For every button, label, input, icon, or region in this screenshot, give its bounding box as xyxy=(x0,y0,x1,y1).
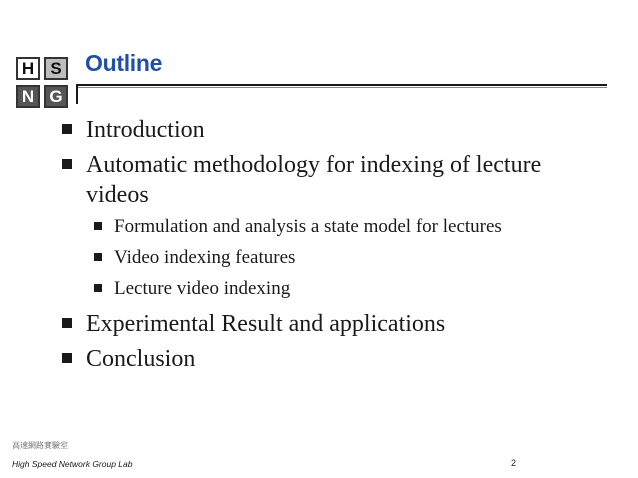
bullet-text: Introduction xyxy=(86,117,205,143)
bullet-text: Experimental Result and applications xyxy=(86,311,446,337)
square-bullet-icon xyxy=(94,284,102,292)
footer-lab-name: High Speed Network Group Lab xyxy=(12,459,133,469)
logo-letter-n: N xyxy=(16,85,40,108)
subbullet-video-indexing-features xyxy=(114,246,295,270)
bullet-text: Video indexing features xyxy=(114,247,296,268)
bullet-text: Conclusion xyxy=(86,346,196,372)
hsng-logo xyxy=(16,57,70,109)
subbullet-lecture-video-indexing xyxy=(114,277,290,301)
square-bullet-icon xyxy=(62,124,72,134)
logo-letter-h: H xyxy=(16,57,40,80)
bullet-conclusion xyxy=(86,344,195,374)
bullet-text: Lecture video indexing xyxy=(114,278,291,299)
logo-letter-g: G xyxy=(44,85,68,108)
title-divider xyxy=(76,84,607,86)
bullet-experimental-result xyxy=(86,309,445,339)
bullet-text-continued: videos xyxy=(86,182,149,208)
page-number: 2 xyxy=(511,458,517,468)
slide-title: Outline xyxy=(85,50,163,76)
title-divider-tick xyxy=(76,84,78,104)
square-bullet-icon xyxy=(62,353,72,363)
bullet-introduction xyxy=(86,115,205,145)
square-bullet-icon xyxy=(94,253,102,261)
square-bullet-icon xyxy=(62,159,72,169)
bullet-text: Automatic methodology for indexing of lecture xyxy=(86,152,542,178)
bullet-automatic-methodology xyxy=(86,150,541,210)
bullet-text: Formulation and analysis a state model for lectures xyxy=(114,216,502,237)
subbullet-formulation xyxy=(114,215,502,239)
footer-chinese-lab-name: 高速網路實驗室 xyxy=(12,441,68,450)
logo-letter-s: S xyxy=(44,57,68,80)
square-bullet-icon xyxy=(62,318,72,328)
square-bullet-icon xyxy=(94,222,102,230)
